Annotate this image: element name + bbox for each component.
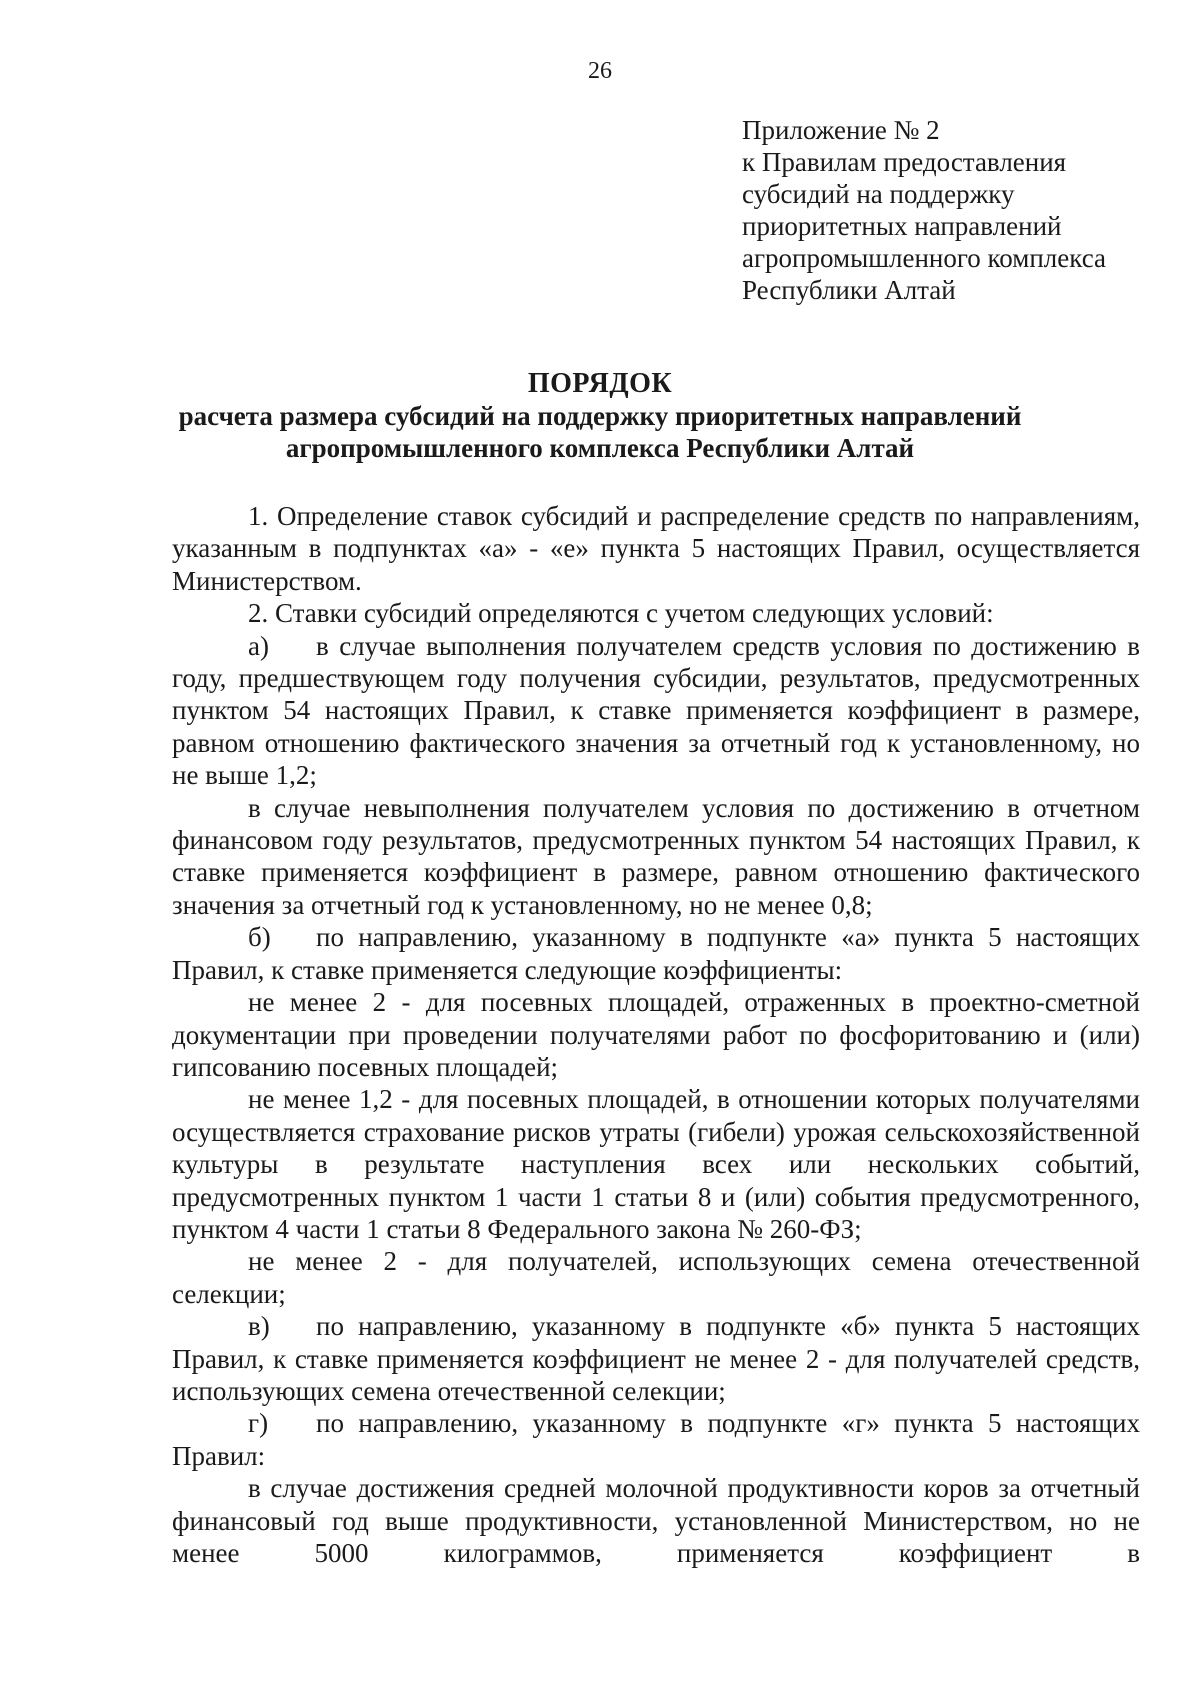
annex-line: Республики Алтай: [742, 275, 956, 305]
paragraph-b-2: не менее 1,2 - для посевных площадей, в отношении которых получателями осуществляется страхование рисков утраты (гибели) урожая сельскохозяйственной культуры в результате наступления всех или нескольких событий, предусмотренных пунктом 1 части 1 статьи 8 и (или) события предусмотренного, пунктом 4 части 1 статьи 8 Федерального закона № 260-ФЗ;: [172, 1084, 1140, 1244]
subitem-v: [172, 1310, 1140, 1407]
annex-line: агропромышленного комплекса: [742, 243, 1106, 273]
document-subtitle-line: расчета размера субсидий на поддержку приоритетных направлений: [178, 401, 1022, 431]
subitem-label: а): [248, 630, 269, 661]
subitem-text: по направлению, указанному в подпункте «г» пункта 5 настоящих Правил:: [172, 1408, 1140, 1471]
subitem-text: по направлению, указанному в подпункте «б» пункта 5 настоящих Правил, к ставке применяется коэффициент не менее 2 - для получателей средств, использующих семена отечественной селекции;: [172, 1311, 1140, 1406]
subitem-label: г): [248, 1408, 269, 1439]
paragraph-g-1: в случае достижения средней молочной продуктивности коров за отчетный финансовый год выше продуктивности, установленной Министерством, но не менее 5000 килограммов, применяется коэффициент в: [172, 1473, 1140, 1568]
subitem-b: [172, 921, 1140, 986]
paragraph-b-1: не менее 2 - для посевных площадей, отраженных в проектно-сметной документации при проведении получателями работ по фосфоритованию и (или) гипсованию посевных площадей;: [172, 987, 1140, 1082]
document-title: ПОРЯДОК: [527, 368, 673, 399]
document-subtitle-line: агропромышленного комплекса Республики Алтай: [285, 433, 915, 463]
annex-line: Приложение № 2: [742, 115, 940, 145]
subitem-a: [172, 630, 1140, 792]
subitem-text: в случае выполнения получателем средств условия по достижению в году, предшествующем году получения субсидии, результатов, предусмотренных пунктом 54 настоящих Правил, к ставке применяется коэффициент в размере, равном отношению фактического значения за отчетный год к установленному, но не выше 1,2;: [172, 630, 1140, 791]
annex-line: субсидий на поддержку: [742, 179, 1015, 209]
subitem-text: по направлению, указанному в подпункте «а» пункта 5 настоящих Правил, к ставке применяется следующие коэффициенты:: [172, 922, 1140, 985]
paragraph-b-3: не менее 2 - для получателей, использующих семена отечественной селекции;: [172, 1246, 1140, 1309]
document-body: [172, 500, 1140, 1569]
annex-line: приоритетных направлений: [742, 211, 1062, 241]
annex-block: [742, 114, 1162, 306]
subitem-label: б): [248, 922, 271, 953]
paragraph-2: 2. Ставки субсидий определяются с учетом следующих условий:: [248, 598, 994, 629]
subitem-g: [172, 1407, 1140, 1472]
document-heading: [0, 368, 1200, 464]
paragraph-1: 1. Определение ставок субсидий и распределение средств по направлениям, указанным в подпунктах «а» - «е» пункта 5 настоящих Правил, осуществляется Министерством.: [172, 501, 1140, 596]
subitem-label: в): [248, 1311, 270, 1342]
page-number: 26: [588, 58, 612, 84]
paragraph-a-continued: в случае невыполнения получателем условия по достижению в отчетном финансовом году результатов, предусмотренных пунктом 54 настоящих Правил, к ставке применяется коэффициент в размере, равном отношению фактического значения за отчетный год к установленному, но не менее 0,8;: [172, 792, 1140, 920]
annex-line: к Правилам предоставления: [742, 147, 1067, 177]
